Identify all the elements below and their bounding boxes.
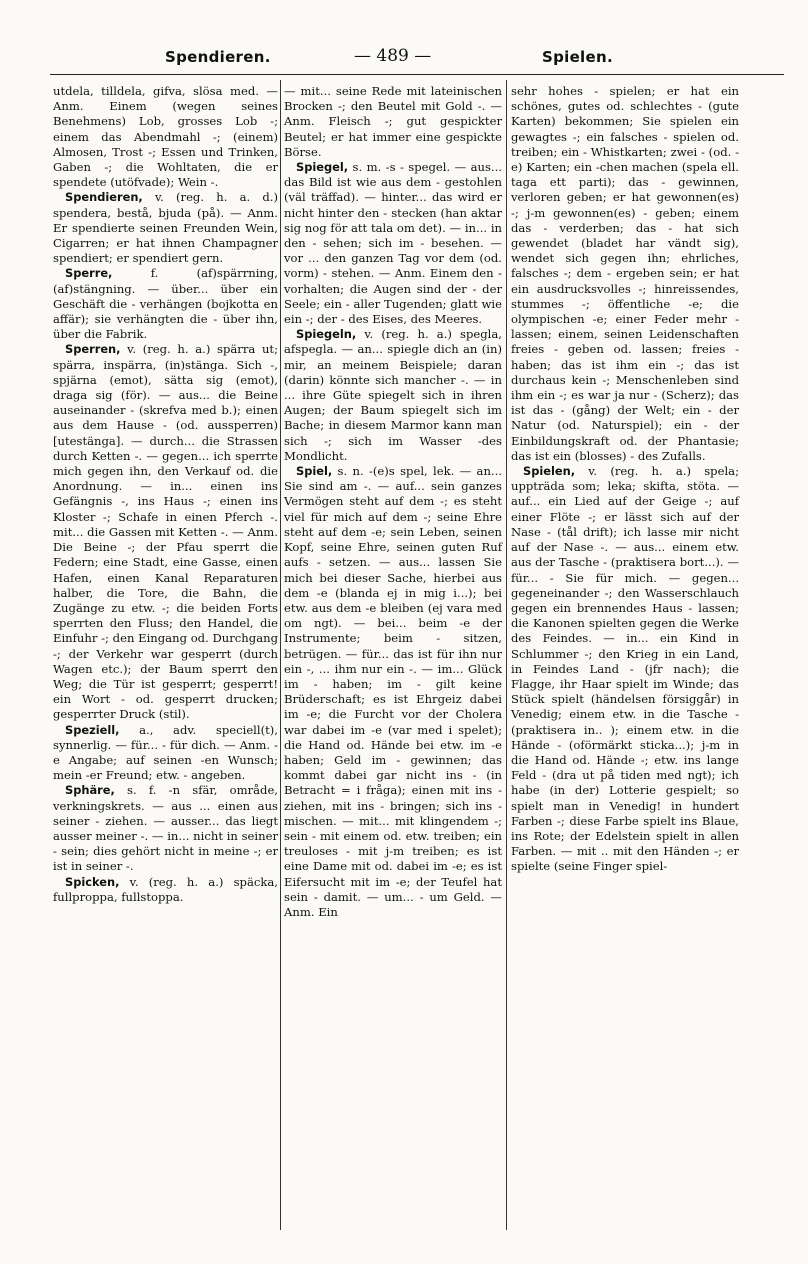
entry-text: utdela, tilldela, gifva, slösa med. — Anm. Einem (wegen seines Benehmens) Lob, grosses Lob -; einem das Abendmahl -; (einem) Almosen, Trost -; Essen und Trinken, Gaben -; die Wohltaten, die er spendete (utöfvade); Wein -.	[53, 84, 278, 190]
dictionary-entry	[53, 875, 278, 905]
dictionary-column-middle	[284, 84, 502, 920]
header-left-headword: Spendieren.	[165, 48, 271, 66]
entry-headword: Speziell,	[65, 722, 120, 737]
entry-headword: Spielen,	[523, 464, 576, 479]
entry-text: f. (af)spärrning, (af)stängning. — über... über ein Geschäft die - verhängen (bojkotta en affär); sie verhängten die - über ihn, über die Fabrik.	[53, 266, 278, 342]
dictionary-entry	[53, 266, 278, 342]
entry-headword: Spendieren,	[65, 190, 143, 205]
dictionary-entry	[284, 84, 502, 160]
dictionary-entry	[284, 160, 502, 327]
dictionary-entry	[511, 84, 739, 464]
entry-text: s. f. -n sfär, område, verkningskrets. — aus ... einen aus seiner - ziehen. — ausser... das liegt ausser meiner -. — in... nicht in seiner - sein; dies gehört nicht in meine -; er ist in seiner -.	[53, 783, 278, 874]
dictionary-entry	[284, 327, 502, 464]
column-divider-right	[506, 80, 507, 1230]
page-number: — 489 —	[354, 46, 432, 66]
entry-headword: Spiel,	[296, 464, 333, 479]
entry-text: v. (reg. h. a.) späcka, fullproppa, fullstoppa.	[53, 874, 278, 904]
entry-text: sehr hohes - spielen; er hat ein schönes, gutes od. schlechtes - (gute Karten) bekommen; Sie spielen ein gewagtes -; ein falsches - spielen od. treiben; ein - Whistkarten; zwei - (od. -e) Karten; ein -chen machen (spela ell. taga ett parti); das - gewinnen, verloren geben; er hat gewonnen(es) -; j-m gewonnen(es) - geben; einem das - verderben; das - hat sich gewendet (bladet har vändt sig), wendet sich gegen ihn; ehrliches, falsches -; dem - ergeben sein; er hat ein ausdrucksvolles -; hinreissendes, stummes -; öffentliche -e; die olympischen -e; einer Feder mehr - lassen; einem, seinen Leidenschaften freies - geben od. lassen; freies - haben; das ist ihm ein -; das ist durchaus kein -; Menschenleben sind ihm ein -; es war ja nur - (Scherz); das ist das - (gång) der Welt; ein - der Natur (od. Naturspiel); ein - der Einbildungskraft od. der Phantasie; das ist ein (blosses) - des Zufalls.	[511, 84, 739, 463]
entry-text: v. (reg. h. a. d.) spendera, bestå, bjuda (på). — Anm. Er spendierte seinen Freunden Wein, Cigarren; er hat ihnen Champagner spendiert; er spendiert gern.	[53, 190, 278, 266]
dictionary-entry	[511, 464, 739, 874]
entry-headword: Sperren,	[65, 342, 121, 357]
dictionary-entry	[53, 783, 278, 874]
entry-text: — mit... seine Rede mit lateinischen Brocken -; den Beutel mit Gold -. — Anm. Fleisch -; gut gespickter Beutel; er hat immer eine gespickte Börse.	[284, 84, 502, 159]
entry-text: v. (reg. h. a.) spela; uppträda som; leka; skifta, stöta. — auf... ein Lied auf der Geige -; auf einer Flöte -; er lässt sich auf der Nase - (tål drift); ich lasse mir nicht auf der Nase -. — aus... einem etw. aus der Tasche - (praktisera bort...). — für... - Sie für mich. — gegen... gegeneinander -; den Wasserschlauch gegen ein brennendes Haus - lassen; die Kanonen spielten gegen die Werke des Feindes. — in... ein Kind in Schlummer -; den Krieg in ein Land, in Feindes Land - (jfr nach); die Flagge, ihr Haar spielt im Winde; das Stück spielt (händelsen försiggår) in Venedig; einem etw. in die Tasche - (praktisera in.. ); einem etw. in die Hände - (oförmärkt sticka...); j-m in die Hand od. Hände -; etw. ins lange Feld - (dra ut på tiden med ngt); ich habe (in der) Lotterie gespielt; so spielt man in Venedig! in hundert Farben -; diese Farbe spielt ins Blaue, ins Rote; der Edelstein spielt in allen Farben. — mit .. mit den Händen -; er spielte (seine Finger spiel-	[511, 464, 739, 874]
entry-headword: Sperre,	[65, 266, 113, 281]
entry-text: v. (reg. h. a.) spärra ut; spärra, inspärra, (in)stänga. Sich -, spjärna (emot), sätta sig (emot), draga sig (för). — aus... die Beine auseinander - (skrefva med b.); einen aus dem Hause - (od. aussperren) [utestänga]. — durch... die Strassen durch Ketten -. — gegen... ich sperrte mich gegen ihn, den Verkauf od. die Anordnung. — in... einen ins Gefängnis -, ins Haus -; einen ins Kloster -; Schafe in einen Pferch -. mit... die Gassen mit Ketten -. — Anm. Die Beine -; der Pfau sperrt die Federn; eine Stadt, eine Gasse, einen Hafen, einen Kanal Reparaturen halber, die Tore, die Bahn, die Zugänge zu etw. -; die beiden Forts sperrten den Fluss; den Handel, die Einfuhr -; den Eingang od. Durchgang -; der Verkehr war gesperrt (durch Wagen etc.); der Baum sperrt den Weg; die Tür ist gesperrt; gesperrt! ein Wort - od. gesperrt drucken; gesperrter Druck (stil).	[53, 342, 278, 722]
header-right-headword: Spielen.	[542, 48, 613, 66]
dictionary-column-left	[53, 84, 278, 905]
entry-headword: Spiegeln,	[296, 327, 357, 342]
page-header	[52, 44, 772, 74]
entry-text: v. (reg. h. a.) spegla, afspegla. — an... spiegle dich an (in) mir, an meinem Beispiele; daran (darin) könnte sich mancher -. — in ... ihre Güte spiegelt sich in ihren Augen; der Baum spiegelt sich im Bache; in diesem Marmor kann man sich -; sich im Wasser -des Mondlicht.	[284, 327, 502, 463]
entry-headword: Spicken,	[65, 874, 120, 889]
dictionary-entry	[284, 464, 502, 920]
entry-text: a., adv. speciell(t), synnerlig. — für... - für dich. — Anm. -e Angabe; auf seinen -en Wunsch; mein -er Freund; etw. - angeben.	[53, 722, 278, 783]
column-divider-left	[280, 80, 281, 1230]
entry-headword: Sphäre,	[65, 783, 115, 798]
dictionary-entry	[53, 723, 278, 784]
dictionary-entry	[53, 342, 278, 722]
entry-headword: Spiegel,	[296, 160, 349, 175]
dictionary-column-right	[511, 84, 739, 875]
dictionary-entry	[53, 84, 278, 190]
dictionary-entry	[53, 190, 278, 266]
entry-text: s. m. -s - spegel. — aus... das Bild ist wie aus dem - gestohlen (väl träffad). — hinter... das wird er nicht hinter den - stecken (han aktar sig nog för att tala om det). — in... in den - sehen; sich im - besehen. — vor ... den ganzen Tag vor dem (od. vorm) - stehen. — Anm. Einem den - vorhalten; die Augen sind der - der Seele; ein - aller Tugenden; glatt wie ein -; der - des Eises, des Meeres.	[284, 160, 502, 327]
entry-text: s. n. -(e)s spel, lek. — an... Sie sind am -. — auf... sein ganzes Vermögen steht auf dem -; es steht viel für mich auf dem -; seine Ehre steht auf dem -e; sein Leben, seinen Kopf, seine Ehre, seinen guten Ruf aufs - setzen. — aus... lassen Sie mich bei dieser Sache, hierbei aus dem -e (blanda ej in mig i...); bei etw. aus dem -e bleiben (ej vara med om ngt). — bei... beim -e der Instrumente; beim - sitzen, betrügen. — für... das ist für ihn nur ein -, ... ihm nur ein -. — im... Glück im - haben; im - gilt keine Brüderschaft; es ist Ehrgeiz dabei im -e; die Furcht vor der Cholera war dabei im -e (var med i spelet); die Hand od. Hände bei etw. im -e haben; Geld im - gewinnen; das kommt dabei gar nicht ins - (in Betracht = i fråga); einen mit ins - ziehen, mit ins - bringen; sich ins - mischen. — mit... mit klingendem -; sein - mit einem od. etw. treiben; ein treuloses - mit j-m treiben; es ist eine Dame mit od. dabei im -e; es ist Eifersucht mit im -e; der Teufel hat sein - damit. — um... - um Geld. — Anm. Ein	[284, 464, 502, 919]
header-rule	[50, 74, 784, 75]
